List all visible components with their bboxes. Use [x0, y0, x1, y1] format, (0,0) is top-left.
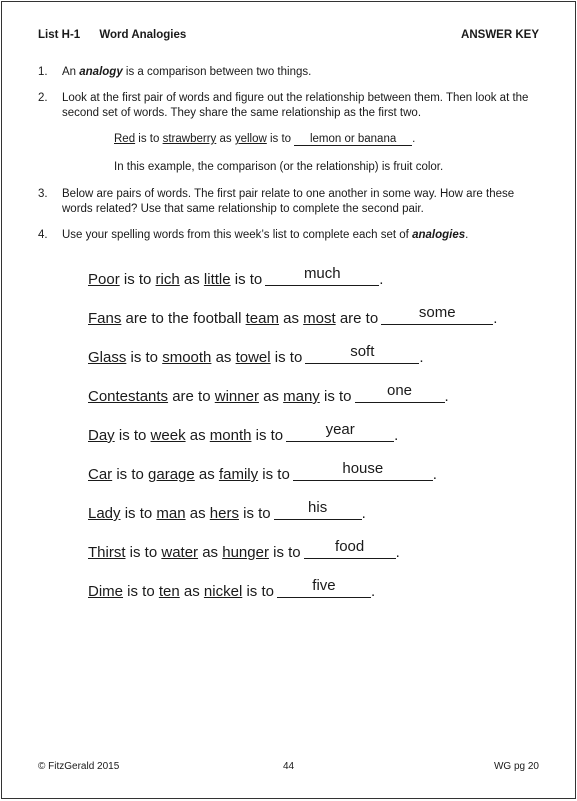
connector-text: is to [251, 427, 284, 444]
connector-text: is to [266, 133, 292, 145]
connector-text: as [211, 349, 236, 366]
analogy-row [88, 265, 545, 309]
answer-text: one [386, 382, 413, 399]
instruction-text: An [62, 66, 80, 78]
analogy-row [88, 343, 545, 387]
analogy-list [88, 265, 545, 621]
analogy-row [88, 304, 545, 348]
instruction-3 [38, 187, 535, 217]
connector-text: as [258, 388, 284, 405]
connector-text: is to [270, 349, 303, 366]
instruction-number: 2. [38, 92, 48, 104]
connector-text: are to [168, 388, 215, 405]
answer-blank[interactable] [355, 382, 445, 403]
period: . [395, 544, 400, 561]
answer-text: food [335, 538, 365, 555]
analogy-word: man [156, 505, 186, 522]
analogy-word: month [209, 427, 252, 444]
connector-text: is to [126, 349, 163, 366]
answer-text: house [342, 460, 384, 477]
example-explanation: In this example, the comparison (or the relationship) is fruit color. [114, 161, 444, 173]
connector-text: are to [335, 310, 379, 327]
analogy-row [88, 421, 545, 465]
analogy-word: Fans [88, 310, 122, 327]
period: . [370, 583, 376, 600]
answer-blank[interactable] [277, 577, 371, 598]
instruction-text: Use your spelling words from this week’s list to complete each set of [62, 229, 413, 241]
period: . [444, 388, 449, 405]
period: . [419, 349, 424, 366]
example-word: yellow [234, 133, 267, 145]
analogy-word: Lady [88, 505, 121, 522]
analogy-row [88, 577, 545, 621]
analogy-word: ten [158, 583, 180, 600]
analogy-word: Thirst [88, 544, 126, 561]
connector-text: is to [114, 427, 151, 444]
connector-text: is to [268, 544, 301, 561]
example-word: Red [114, 133, 136, 145]
connector-text: is to [120, 505, 157, 522]
answer-blank[interactable] [381, 304, 493, 325]
analogy-word: Contestants [88, 388, 169, 405]
answer-blank[interactable] [265, 265, 379, 286]
connector-text: is to [319, 388, 352, 405]
answer-text: his [308, 499, 328, 516]
page-header [38, 29, 539, 41]
period: . [493, 310, 498, 327]
analogy-row [88, 382, 545, 426]
analogy-word: garage [148, 466, 195, 483]
analogy-word: Poor [88, 271, 120, 288]
analogy-word: rich [155, 271, 180, 288]
analogy-word: water [161, 544, 199, 561]
instruction-text: Look at the first pair of words and figure out the relationship between them. Then look at the second set of words. They share the same relationship as the first two. [62, 92, 529, 119]
copyright: © FitzGerald 2015 [38, 761, 120, 772]
connector-text: as [179, 271, 204, 288]
instruction-text: is a comparison between two things. [122, 66, 312, 78]
connector-text: as [185, 505, 210, 522]
connector-text: as [278, 310, 304, 327]
example-word: strawberry [162, 133, 217, 145]
instructions [38, 65, 535, 254]
analogy-word: week [150, 427, 186, 444]
analogy-word: towel [235, 349, 271, 366]
connector-text: as [179, 583, 204, 600]
analogy-word: hers [209, 505, 239, 522]
analogy-word: nickel [203, 583, 243, 600]
connector-text: is to [112, 466, 149, 483]
answer-blank[interactable] [304, 538, 396, 559]
connector-text: as [194, 466, 219, 483]
connector-text: is to [123, 583, 159, 600]
connector-text: as [198, 544, 223, 561]
period: . [412, 133, 416, 145]
connector-text: is to [125, 544, 162, 561]
page-title: Word Analogies [99, 29, 187, 41]
term-analogies: analogies [412, 229, 466, 241]
answer-text: year [325, 421, 355, 438]
instruction-2 [38, 91, 535, 121]
example-block [114, 132, 535, 175]
instruction-1 [38, 65, 535, 80]
period: . [432, 466, 437, 483]
connector-text: as [216, 133, 235, 145]
instruction-number: 4. [38, 229, 48, 241]
analogy-word: Car [88, 466, 113, 483]
example-analogy [114, 132, 535, 147]
connector-text: as [185, 427, 210, 444]
period: . [361, 505, 366, 522]
answer-text: five [312, 577, 336, 594]
instruction-4 [38, 228, 535, 243]
analogy-word: many [283, 388, 320, 405]
analogy-word: Dime [88, 583, 124, 600]
example-answer-blank: lemon or banana [294, 133, 412, 146]
period: . [394, 427, 399, 444]
connector-text: is to [230, 271, 263, 288]
answer-blank[interactable] [274, 499, 362, 520]
answer-blank[interactable] [286, 421, 394, 442]
page-number: 44 [282, 761, 295, 772]
answer-blank[interactable] [293, 460, 433, 481]
answer-text: some [418, 304, 456, 321]
answer-text: soft [350, 343, 375, 360]
connector-text: are to the football [121, 310, 246, 327]
connector-text: is to [258, 466, 290, 483]
analogy-word: family [218, 466, 259, 483]
list-id: List H-1 [38, 29, 81, 41]
answer-blank[interactable] [305, 343, 419, 364]
instruction-text: Below are pairs of words. The first pair relate to one another in some way. How are these words related? Use that same relationship to complete the second pair. [62, 188, 515, 215]
analogy-row [88, 499, 545, 543]
term-analogy: analogy [79, 66, 123, 78]
answer-text: much [303, 265, 341, 282]
analogy-word: hunger [222, 544, 269, 561]
analogy-word: winner [214, 388, 259, 405]
instruction-number: 1. [38, 66, 48, 78]
worksheet-page [1, 1, 576, 799]
analogy-word: Glass [88, 349, 127, 366]
instruction-number: 3. [38, 188, 48, 200]
analogy-word: Day [88, 427, 115, 444]
connector-text: is to [242, 583, 274, 600]
connector-text: is to [135, 133, 163, 145]
analogy-word: team [245, 310, 279, 327]
answer-key-label: ANSWER KEY [461, 29, 539, 41]
analogy-word: little [203, 271, 231, 288]
period: . [379, 271, 384, 288]
connector-text: is to [119, 271, 156, 288]
wg-page-reference: WG pg 20 [493, 761, 539, 772]
analogy-word: smooth [162, 349, 212, 366]
instruction-text: . [465, 229, 469, 241]
analogy-word: most [303, 310, 336, 327]
connector-text: is to [238, 505, 271, 522]
